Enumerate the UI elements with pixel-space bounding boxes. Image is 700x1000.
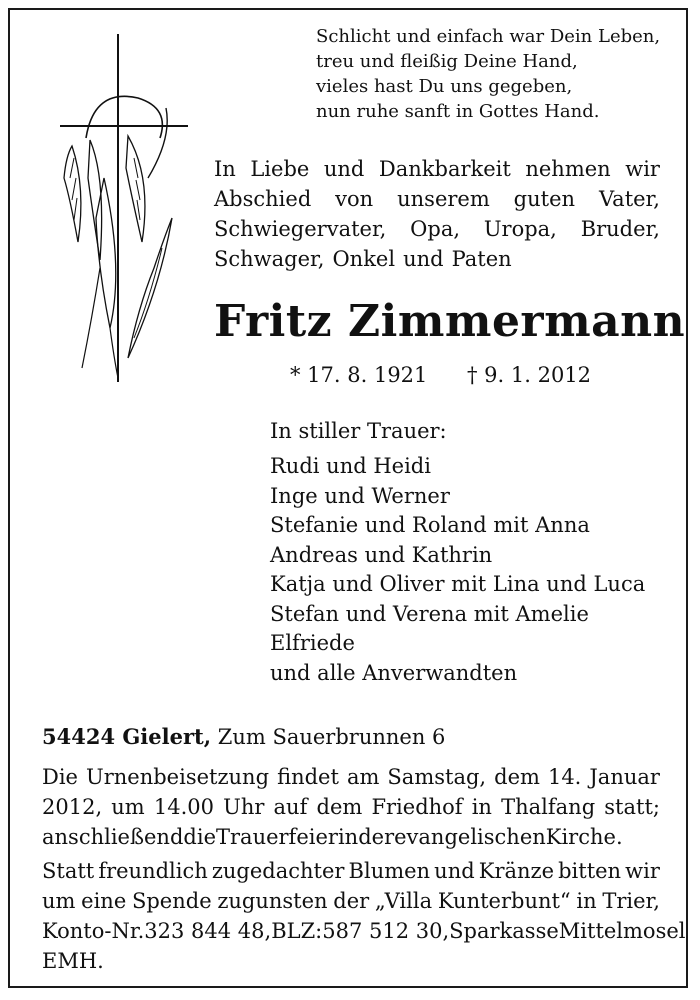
word: Spende <box>131 889 212 913</box>
paragraph-line <box>42 946 660 976</box>
word: guten <box>513 187 576 211</box>
family-line: Rudi und Heidi <box>270 454 431 478</box>
family-line: Katja und Oliver mit Lina und Luca <box>270 572 646 596</box>
word: Onkel <box>332 247 396 271</box>
word: eine <box>81 889 127 913</box>
word: 2012, <box>42 795 103 819</box>
word: Uropa, <box>483 217 557 241</box>
word: Samstag, <box>387 765 487 789</box>
paragraph-line <box>42 916 686 946</box>
word: in <box>576 889 597 913</box>
poem <box>316 24 660 124</box>
word: der <box>333 889 370 913</box>
word: statt; <box>604 795 660 819</box>
word: und <box>323 157 365 181</box>
intro-line <box>214 184 660 214</box>
word: Uhr <box>223 795 265 819</box>
word: unserem <box>397 187 490 211</box>
intro-line <box>214 154 660 184</box>
word: 14.00 <box>153 795 214 819</box>
word: Konto-Nr. <box>42 919 145 943</box>
family-line: und alle Anverwandten <box>270 660 518 685</box>
paragraph-line <box>42 856 660 886</box>
word: Die <box>42 765 78 789</box>
word: Paten <box>451 247 512 271</box>
word: Trauerfeier <box>216 825 338 849</box>
word: Opa, <box>410 217 461 241</box>
word: Januar <box>589 765 660 789</box>
word: auf <box>273 795 308 819</box>
word: Friedhof <box>371 795 463 819</box>
word: wir <box>625 157 660 181</box>
word: bitten <box>558 859 622 883</box>
paragraph-line <box>42 886 660 916</box>
word: findet <box>277 765 339 789</box>
intro-line <box>214 214 660 244</box>
word: Kränze <box>478 859 555 883</box>
word: In <box>214 157 236 181</box>
word: Urnenbeisetzung <box>86 765 270 789</box>
paragraph-line <box>42 762 660 792</box>
word: Statt <box>42 859 95 883</box>
poem-line: vieles hast Du uns gegeben, <box>316 76 573 97</box>
paragraph-line <box>42 822 660 852</box>
donation-paragraph <box>42 856 686 976</box>
address-city: 54424 Gielert, <box>42 724 212 749</box>
word: Sparkasse <box>449 919 559 943</box>
word: Schwiegervater, <box>214 217 387 241</box>
word: EMH. <box>42 949 104 973</box>
word: zugunsten <box>217 889 328 913</box>
word: Liebe <box>250 157 310 181</box>
poem-line: Schlicht und einfach war Dein Leben, <box>316 26 661 47</box>
word: Abschied <box>214 187 312 211</box>
word: freundlich <box>98 859 208 883</box>
word: der <box>358 825 395 849</box>
intro-text <box>214 154 660 274</box>
mourning-label: In stiller Trauer: <box>270 419 447 443</box>
word: anschließend <box>42 825 184 849</box>
word: in <box>337 825 359 849</box>
word: die <box>183 825 216 849</box>
word: 323 844 48, <box>144 919 272 943</box>
word: dem <box>494 765 540 789</box>
word: Dankbarkeit <box>378 157 511 181</box>
word: um <box>111 795 145 819</box>
word: Thalfang <box>501 795 596 819</box>
word: Bruder, <box>580 217 660 241</box>
cross-with-grain-icon <box>42 28 192 388</box>
word: BLZ: <box>271 919 323 943</box>
deceased-name: Fritz Zimmermann <box>214 296 686 347</box>
word: und <box>434 859 475 883</box>
family-list <box>270 452 645 688</box>
poem-line: treu und fleißig Deine Hand, <box>316 51 578 72</box>
word: um <box>42 889 76 913</box>
word: „Villa <box>374 889 433 913</box>
family-line: Elfriede <box>270 631 355 655</box>
death-date: † 9. 1. 2012 <box>467 363 592 387</box>
family-line: Stefan und Verena mit Amelie <box>270 601 589 626</box>
word: Kirche. <box>545 825 623 849</box>
word: zugedachter <box>211 859 345 883</box>
word: Kunterbunt“ <box>437 889 571 913</box>
word: 587 512 30, <box>322 919 450 943</box>
birth-date: * 17. 8. 1921 <box>290 363 428 387</box>
address <box>42 722 445 752</box>
paragraph-line <box>42 792 660 822</box>
word: nehmen <box>525 157 611 181</box>
word: Mittelmosel <box>558 919 686 943</box>
word: evangelischen <box>394 825 546 849</box>
word: Blumen <box>348 859 431 883</box>
word: in <box>471 795 492 819</box>
poem-line: nun ruhe sanft in Gottes Hand. <box>316 101 600 122</box>
word: dem <box>316 795 363 819</box>
word: Trier, <box>602 889 660 913</box>
word: Schwager, <box>214 247 325 271</box>
address-street: Zum Sauerbrunnen 6 <box>211 725 446 749</box>
word: 14. <box>547 765 582 789</box>
word: am <box>346 765 380 789</box>
intro-line <box>214 244 660 274</box>
family-line: Andreas und Kathrin <box>270 542 493 567</box>
burial-paragraph <box>42 762 660 852</box>
word: wir <box>625 859 660 883</box>
family-line: Stefanie und Roland mit Anna <box>270 513 590 537</box>
word: von <box>335 187 374 211</box>
word: Vater, <box>598 187 660 211</box>
family-line: Inge und Werner <box>270 483 450 508</box>
word: und <box>403 247 444 271</box>
